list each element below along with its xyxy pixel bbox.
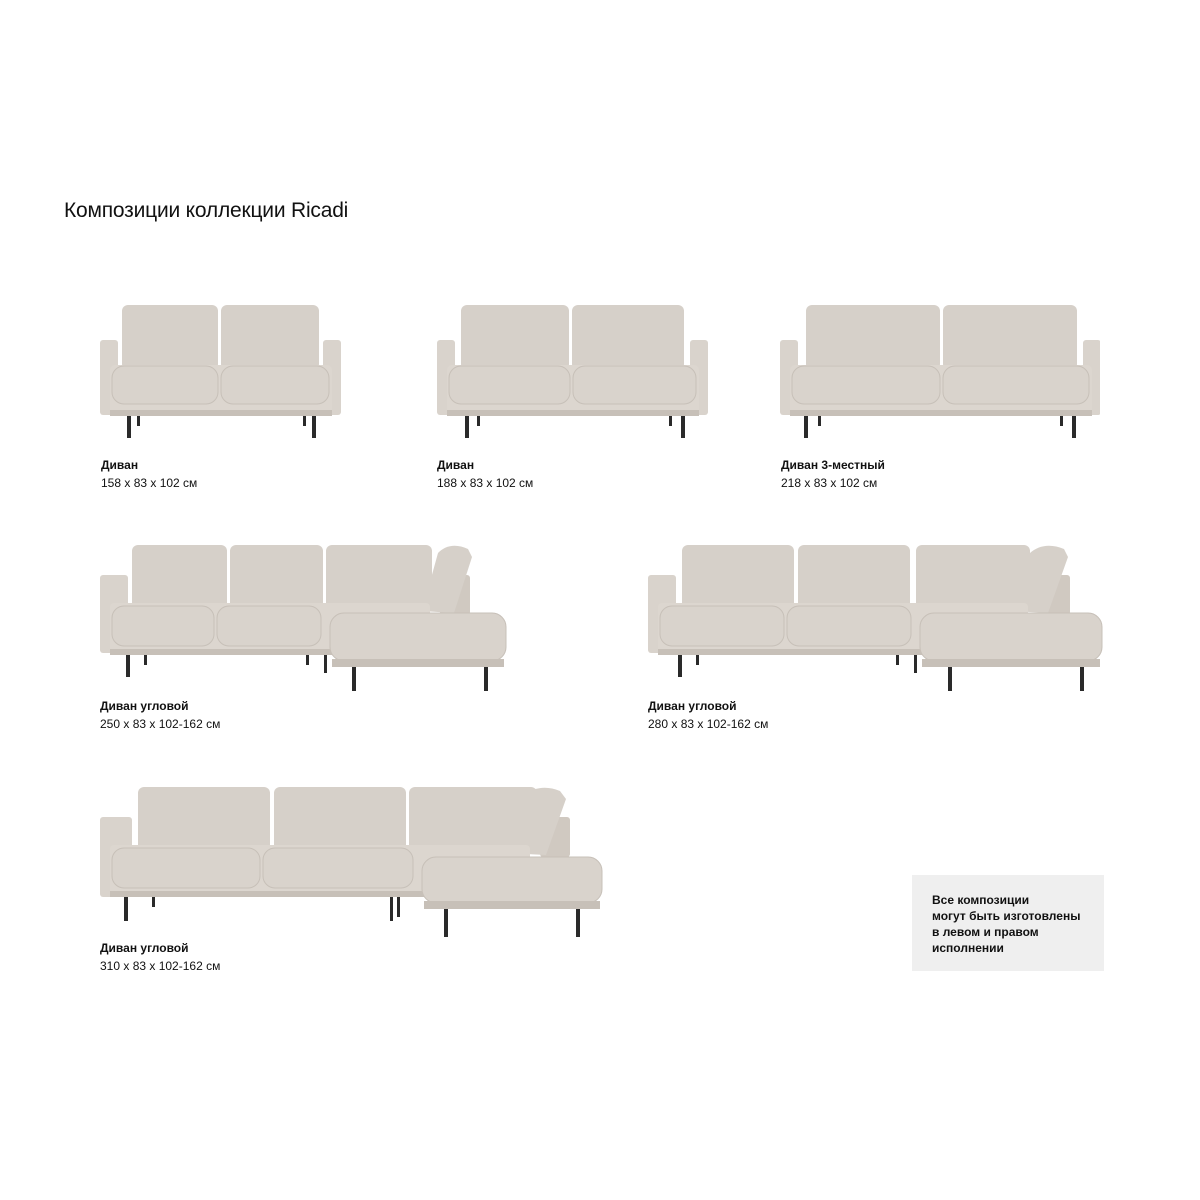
note-line: исполнении — [932, 941, 1004, 955]
note-line: Все композиции — [932, 893, 1030, 907]
sofa-image — [437, 300, 717, 445]
page-title: Композиции коллекции Ricadi — [64, 199, 349, 222]
sofa-item — [100, 300, 350, 445]
item-caption — [437, 456, 533, 492]
item-dimensions: 158 x 83 x 102 см — [101, 476, 198, 490]
sofa-item — [780, 300, 1100, 445]
sofa-image — [780, 300, 1100, 445]
item-caption — [781, 456, 885, 492]
item-name: Диван угловой — [648, 699, 737, 713]
item-name: Диван угловой — [100, 941, 189, 955]
item-dimensions: 280 x 83 x 102-162 см — [648, 717, 769, 731]
corner-sofa-image — [100, 785, 610, 940]
item-dimensions: 188 x 83 x 102 см — [437, 476, 534, 490]
item-name: Диван 3-местный — [781, 458, 885, 472]
item-dimensions: 310 x 83 x 102-162 см — [100, 959, 221, 973]
corner-sofa-image — [648, 543, 1108, 693]
item-caption — [100, 697, 220, 733]
item-dimensions: 218 x 83 x 102 см — [781, 476, 878, 490]
corner-sofa-image — [100, 543, 510, 693]
item-name: Диван — [437, 458, 475, 472]
note-box — [912, 875, 1104, 971]
item-dimensions: 250 x 83 x 102-162 см — [100, 717, 221, 731]
note-line: могут быть изготовлены — [932, 909, 1081, 923]
corner-sofa-item — [100, 785, 610, 940]
note-line: в левом и правом — [932, 925, 1039, 939]
item-caption — [101, 456, 197, 492]
item-name: Диван угловой — [100, 699, 189, 713]
corner-sofa-item — [100, 543, 510, 693]
corner-sofa-item — [648, 543, 1108, 693]
item-caption — [100, 939, 220, 975]
sofa-item — [437, 300, 717, 445]
item-name: Диван — [101, 458, 139, 472]
sofa-image — [100, 300, 350, 445]
item-caption — [648, 697, 768, 733]
